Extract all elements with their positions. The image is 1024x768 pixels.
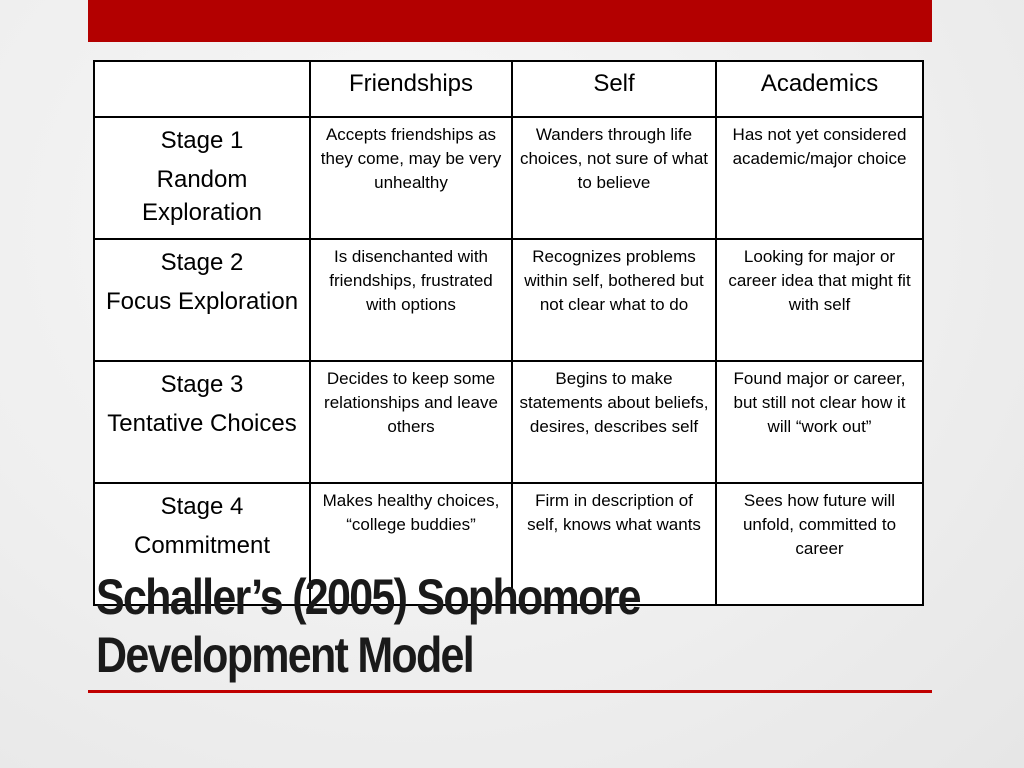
self-cell: Begins to make statements about beliefs, desires, describes self xyxy=(512,361,716,483)
academics-cell: Looking for major or career idea that might fit with self xyxy=(716,239,923,361)
self-cell: Recognizes problems within self, bothered but not clear what to do xyxy=(512,239,716,361)
table-header-row xyxy=(94,61,923,117)
header-empty-cell xyxy=(94,61,310,117)
slide-title-line-1: Schaller’s (2005) Sophomore xyxy=(96,569,640,625)
academics-cell: Found major or career, but still not clear how it will “work out” xyxy=(716,361,923,483)
table-row xyxy=(94,361,923,483)
stage-cell xyxy=(94,117,310,239)
academics-cell: Has not yet considered academic/major choice xyxy=(716,117,923,239)
stage-number: Stage 3 xyxy=(160,371,244,398)
stage-number: Stage 1 xyxy=(160,127,244,154)
self-cell: Wanders through life choices, not sure of what to believe xyxy=(512,117,716,239)
development-model-table xyxy=(93,60,924,606)
header-self: Self xyxy=(512,61,716,117)
stage-number: Stage 2 xyxy=(160,249,244,276)
slide-title-line-2: Development Model xyxy=(96,627,473,683)
bottom-divider xyxy=(88,690,932,693)
stage-cell xyxy=(94,239,310,361)
stage-name: Focus Exploration xyxy=(105,288,299,315)
table-row xyxy=(94,117,923,239)
friendships-cell: Decides to keep some relationships and leave others xyxy=(310,361,512,483)
self-cell: Firm in description of self, knows what wants xyxy=(512,483,716,605)
stage-name: Tentative Choices xyxy=(107,410,297,437)
header-academics: Academics xyxy=(716,61,923,117)
stage-name: Commitment xyxy=(133,532,271,559)
academics-cell: Sees how future will unfold, committed to career xyxy=(716,483,923,605)
table-row xyxy=(94,239,923,361)
stage-name: Random Exploration xyxy=(141,166,263,226)
header-friendships: Friendships xyxy=(310,61,512,117)
stage-number: Stage 4 xyxy=(160,493,244,520)
slide-title xyxy=(96,568,810,684)
friendships-cell: Is disenchanted with friendships, frustrated with options xyxy=(310,239,512,361)
friendships-cell: Accepts friendships as they come, may be very unhealthy xyxy=(310,117,512,239)
friendships-cell: Makes healthy choices, “college buddies” xyxy=(310,483,512,605)
top-accent-bar xyxy=(88,0,932,42)
stage-cell xyxy=(94,361,310,483)
